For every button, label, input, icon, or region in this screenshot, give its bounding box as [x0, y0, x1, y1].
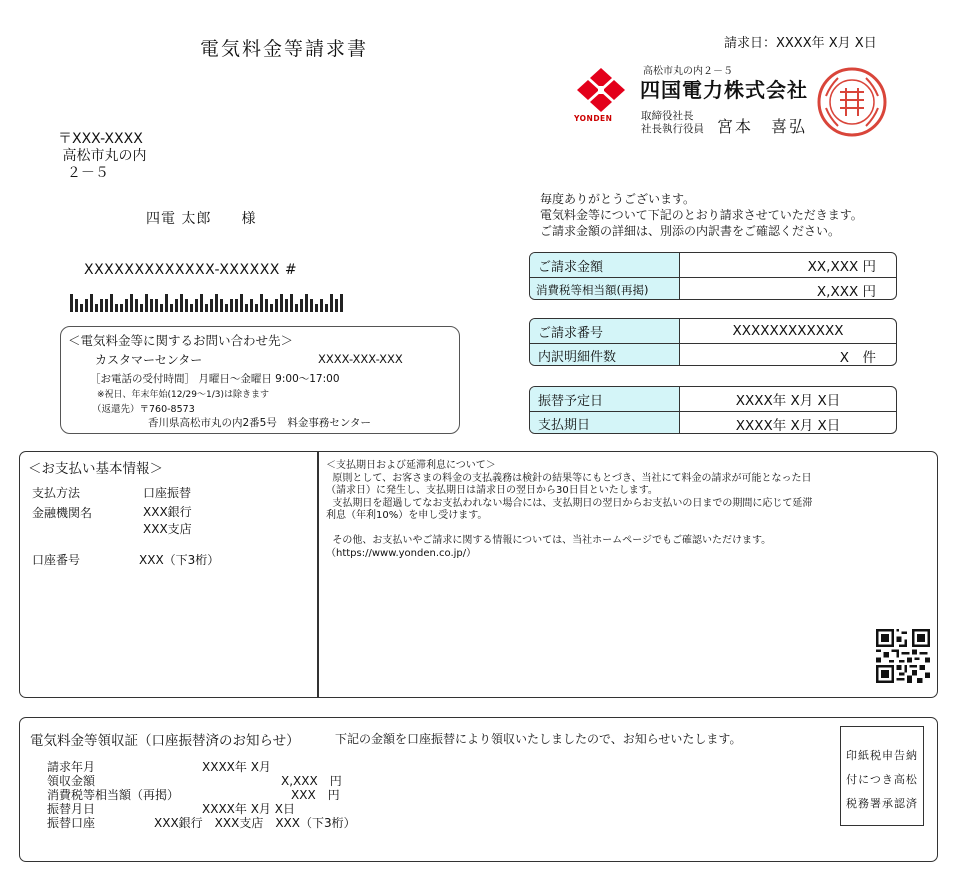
inquiry-center: カスタマーセンター: [95, 353, 203, 367]
transfer-date-label: 振替予定日: [530, 387, 680, 411]
barcode-bar: [150, 299, 153, 312]
inquiry-phone: XXXX-XXX-XXX: [318, 352, 403, 366]
barcode-bar: [275, 299, 278, 312]
barcode-bar: [70, 294, 73, 312]
receipt-tax-value: XXX 円: [291, 788, 340, 802]
billing-number-value: XXXXXXXXXXXX: [732, 323, 844, 339]
delay-interest-notice: ＜支払期日および延滞利息について＞ 原則として、お客さまの料金の支払義務は検針の結果等にもとづき、当社にて料金の請求が可能となった日 （請求日）に発生し、支払期日は請求日の翌日から30日目といたします。 支払期日を超過してなお支払われない場合には、支払期日の翌日からお支払いの日までの期間に応じて延滞 利息（年利10%）を申し受けます。 その他、お支払いやご請求に関する情報については、当社ホームページでもご確認いただけます。 （https://www.yonden.co.jp/）: [326, 460, 813, 559]
barcode-bar: [85, 299, 88, 312]
receipt-account-label: 振替口座: [47, 816, 96, 830]
barcode-bar: [185, 299, 188, 312]
barcode-bar: [255, 304, 258, 312]
billing-number-box: [529, 318, 897, 366]
receipt-account-value: XXX銀行 XXX支店 XXX（下3桁）: [154, 816, 356, 830]
receipt-transfer-date-value: XXXX年 X月 X日: [202, 802, 295, 816]
receipt-title: 電気料金等領収証（口座振替済のお知らせ）: [30, 733, 300, 749]
billing-number-label: ご請求番号: [530, 319, 680, 343]
barcode-bar: [305, 294, 308, 312]
payment-method-label: 支払方法: [32, 486, 81, 500]
qr-code-icon[interactable]: [876, 629, 930, 683]
barcode-bar: [200, 294, 203, 312]
barcode-bar: [310, 299, 313, 312]
account-label: 口座番号: [32, 553, 81, 567]
barcode-bar: [295, 304, 298, 312]
account-value: XXX（下3桁）: [139, 553, 220, 567]
barcode-bar: [180, 294, 183, 312]
postal-barcode: [70, 294, 385, 312]
barcode-bar: [125, 299, 128, 312]
barcode-bar: [190, 304, 193, 312]
barcode-bar: [320, 299, 323, 312]
barcode-bar: [325, 304, 328, 312]
receipt-amount-label: 領収金額: [47, 774, 96, 788]
barcode-bar: [235, 299, 238, 312]
company-address: 高松市丸の内２－５: [643, 66, 733, 77]
recipient-postal-address: 〒XXX-XXXX 高松市丸の内 ２－５: [58, 131, 147, 181]
barcode-bar: [265, 299, 268, 312]
inquiry-address: 香川県高松市丸の内2番5号 料金事務センター: [148, 417, 371, 429]
yonden-logo-icon: [572, 66, 630, 118]
date-box: [529, 386, 897, 434]
barcode-bar: [285, 299, 288, 312]
barcode-bar: [270, 304, 273, 312]
barcode-bar: [165, 294, 168, 312]
inquiry-title: ＜電気料金等に関するお問い合わせ先＞: [68, 333, 294, 348]
barcode-bar: [280, 294, 283, 312]
barcode-bar: [215, 294, 218, 312]
barcode-bar: [145, 294, 148, 312]
barcode-bar: [110, 294, 113, 312]
receipt-billing-month-value: XXXX年 X月: [202, 760, 271, 774]
barcode-bar: [225, 304, 228, 312]
barcode-bar: [315, 304, 318, 312]
barcode-bar: [160, 304, 163, 312]
transfer-date-value: XXXX年 X月 X日: [735, 393, 841, 409]
barcode-bar: [100, 299, 103, 312]
barcode-bar: [120, 304, 123, 312]
barcode-bar: [175, 299, 178, 312]
bank-label: 金融機関名: [32, 506, 93, 520]
barcode-bar: [210, 299, 213, 312]
due-date-label: 支払期日: [530, 412, 680, 434]
billing-amount-value: XX,XXX 円: [807, 259, 876, 275]
receipt-message: 下記の金額を口座振替により領収いたしましたので、お知らせいたします。: [335, 732, 742, 746]
barcode-bar: [220, 299, 223, 312]
barcode-bar: [95, 304, 98, 312]
barcode-bar: [260, 294, 263, 312]
bank-value: XXX銀行: [143, 505, 192, 519]
representative-title: 取締役社長 社長執行役員: [641, 110, 704, 135]
billing-amount-label: ご請求金額: [530, 253, 680, 277]
barcode-bar: [205, 304, 208, 312]
request-date: 請求日：XXXX年 X月 X日: [724, 36, 877, 51]
customer-code: XXXXXXXXXXXXX-XXXXXX #: [84, 262, 298, 278]
barcode-bar: [115, 304, 118, 312]
tax-label: 消費税等相当額(再掲): [530, 278, 680, 300]
barcode-bar: [75, 299, 78, 312]
stamp-tax-note: 印紙税申告納 付につき高松 税務署承認済: [846, 749, 918, 810]
payment-divider: [317, 452, 319, 697]
barcode-bar: [105, 299, 108, 312]
due-date-value: XXXX年 X月 X日: [735, 417, 841, 434]
barcode-bar: [135, 299, 138, 312]
billing-amount-box: [529, 252, 897, 300]
barcode-bar: [335, 299, 338, 312]
barcode-bar: [155, 299, 158, 312]
barcode-bar: [240, 294, 243, 312]
barcode-bar: [340, 294, 343, 312]
receipt-tax-label: 消費税等相当額（再掲）: [47, 788, 180, 802]
inquiry-hours: ［お電話の受付時間］ 月曜日～金曜日 9:00～17:00: [90, 373, 340, 385]
receipt-amount-value: X,XXX 円: [281, 774, 342, 788]
company-name: 四国電力株式会社: [640, 78, 808, 102]
payment-method-value: 口座振替: [143, 486, 192, 500]
detail-count-label: 内訳明細件数: [530, 344, 680, 366]
barcode-bar: [230, 299, 233, 312]
barcode-bar: [80, 304, 83, 312]
tax-value: X,XXX 円: [816, 283, 876, 300]
branch-value: XXX支店: [143, 522, 192, 536]
barcode-bar: [90, 294, 93, 312]
greeting-message: 毎度ありがとうございます。 電気料金等について下記のとおり請求させていただきます。 ご請求金額の詳細は、別添の内訳書をご確認ください。: [540, 192, 863, 238]
receipt-billing-month-label: 請求年月: [47, 760, 96, 774]
receipt-transfer-date-label: 振替月日: [47, 802, 96, 816]
representative-name: 宮本 喜弘: [717, 117, 808, 136]
barcode-bar: [330, 294, 333, 312]
document-title: 電気料金等請求書: [200, 38, 369, 60]
yonden-logo-text: YONDEN: [574, 114, 613, 123]
inquiry-return: （返還先）〒760-8573: [92, 404, 195, 415]
barcode-bar: [130, 294, 133, 312]
company-seal-icon: [816, 66, 888, 138]
barcode-bar: [195, 299, 198, 312]
barcode-bar: [140, 304, 143, 312]
barcode-bar: [250, 299, 253, 312]
barcode-bar: [170, 304, 173, 312]
barcode-bar: [245, 304, 248, 312]
inquiry-note: ※祝日、年末年始(12/29～1/3)は除きます: [97, 390, 269, 400]
barcode-bar: [300, 299, 303, 312]
detail-count-value: X 件: [839, 349, 876, 366]
payment-title: ＜お支払い基本情報＞: [28, 461, 163, 477]
barcode-bar: [290, 294, 293, 312]
recipient-name: 四電 太郎 様: [146, 211, 257, 227]
